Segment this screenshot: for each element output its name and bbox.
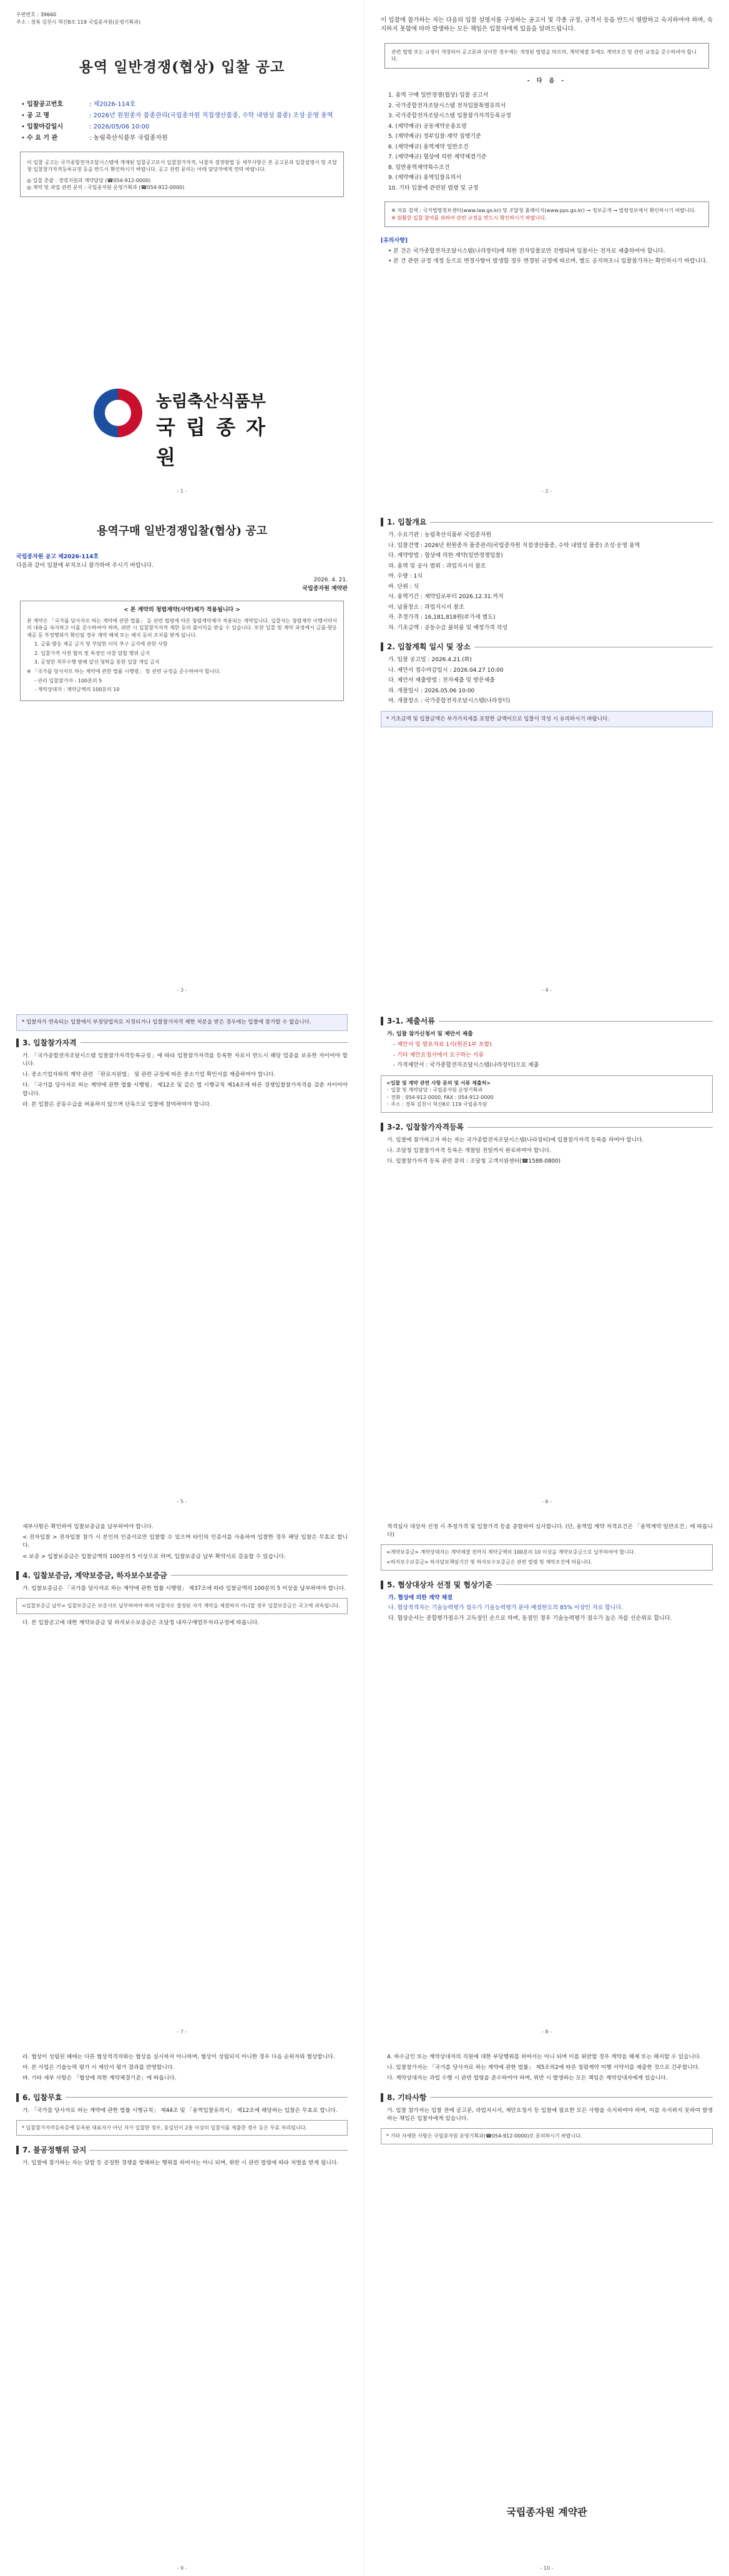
page-6	[364, 998, 729, 1509]
contact-2: ◎ 계약 및 과업 관련 문의 : 국립종자원 운영기획과 (☎054-912-0000)	[27, 185, 185, 191]
section-heading: 7. 불공정행위 금지	[16, 2144, 348, 2156]
overview-list	[381, 531, 713, 632]
list-item: 자. 추정가격 : 16,181,818원(부가세 별도)	[388, 614, 496, 621]
page-row-1	[0, 0, 729, 499]
list-item: 7. (계약예규) 협상에 의한 계약체결기준	[388, 154, 487, 161]
notice-title: 용역 일반경쟁(협상) 입찰 공고	[79, 59, 285, 76]
paragraph: 라. 협상이 성립된 때에는 다른 협상적격자와는 협상을 실시하지 아니하며, 협상이 성립되지 아니한 경우 다음 순위자와 협상합니다.	[22, 2054, 335, 2060]
notice-box: 이 입찰 공고는 국가종합전자조달시스템에 게재된 입찰공고로서 입찰참가자격, 낙찰자 결정방법 등 세부사항은 본 공고문과 입찰설명서 및 조달청 입찰참가자격등록규정 등을 반드시 확인하시기 바랍니다. 공고 관련 문의는 아래 담당자에게 연락 바랍니다. ◎ 입찰 총괄 : 경영지원과 계약담당 (☎054-912-0000) ◎ 계약 및 과업 관련 문의 : 국립종자원 운영기획과 (☎054-912-0000)	[20, 152, 344, 197]
page-1	[0, 0, 364, 499]
page-row-2	[0, 499, 729, 998]
intro-text: 이 입찰에 참가하는 자는 다음의 입찰 설명서를 구성하는 공고서 및 각종 규정, 규격서 등을 반드시 열람하고 숙지하여야 하며, 숙지하지 못함에 따라 발생하는 모든 책임은 입찰자에게 있음을 알려드립니다.	[381, 17, 713, 33]
page-row-4	[0, 1509, 729, 2040]
list-item: 가. 수요기관 : 농림축산식품부 국립종자원	[388, 532, 492, 538]
top-note: * 입찰자가 연속되는 입찰에서 부정당업자로 지정되거나 입찰참가자격 제한 처분을 받은 경우에는 입찰에 참가할 수 없습니다.	[16, 1014, 348, 1031]
list-item: 라. 개찰일시 : 2026.05.06 10:00	[388, 687, 475, 694]
item-notice-no: • 입찰공고번호 : 제2026-114호	[21, 100, 136, 108]
page-number: - 5 -	[177, 1499, 187, 1504]
list-item: 다. 계약방법 : 협상에 의한 계약(일반경쟁입찰)	[388, 553, 503, 559]
notice-no-line: 국립종자원 공고 제2026-114호	[16, 554, 99, 560]
page-number: - 3 -	[177, 987, 187, 993]
page-3	[0, 499, 364, 998]
list-item: 라. 용역 및 공사 범위 : 과업지시서 참조	[388, 563, 486, 569]
law-box: 관련 법령 또는 규정이 개정되어 공고문과 상이한 경우에는 개정된 법령을 따르며, 계약체결 후에도 계약조건 및 관련 규정을 준수하여야 합니다.	[384, 43, 709, 69]
paragraph: 나. 입찰참가자는 「국가를 당사자로 하는 계약에 관한 법률」 제5조의2에 따른 청렴계약 이행 서약서를 제출한 것으로 간주합니다.	[387, 2065, 700, 2071]
list-item: 8. 일반용역계약특수조건	[388, 164, 450, 171]
doc-item: - 제안서 및 발표자료 1식(원본1부 포함)	[393, 1042, 492, 1048]
schedule-list	[381, 656, 713, 706]
section-heading: 2. 입찰계획 일시 및 장소	[381, 641, 713, 652]
criteria-item: 가. 협상에 의한 계약 체결	[388, 1594, 453, 1601]
notice-item: • 본 건은 국가종합전자조달시스템(나라장터)에 의한 전자입찰로만 진행되며 입찰서는 전자로 제출하여야 합니다.	[388, 248, 665, 254]
closing-signer: 국립종자원 계약관	[506, 2506, 587, 2518]
notice-heading: [유의사항]	[381, 238, 408, 245]
paragraph: 라. 본 입찰은 공동수급을 허용하지 않으며 단독으로 입찰에 참여하여야 합니다.	[22, 1101, 212, 1108]
page-row-3	[0, 998, 729, 1509]
doc-item: - 기타 제안요청서에서 요구하는 서류	[393, 1052, 484, 1058]
list-item: 10. 기타 입찰에 관련된 법령 및 규정	[388, 185, 479, 191]
item-agency: • 수 요 기 관 : 농림축산식품부 국립종자원	[21, 134, 168, 142]
list-item: 2. 국가종합전자조달시스템 전자입찰특별유의서	[388, 102, 506, 109]
item-notice-name: • 공 고 명 : 2026년 원원종자 품종관리(국립종자원 직접생산품종, 수탁 내염성 품종) 조성·운영 용역	[21, 112, 333, 119]
guarantee-box: <계약보증금> 계약상대자는 계약체결 전까지 계약금액의 100분의 10 이상을 계약보증금으로 납부하여야 합니다. <하자보수보증금> 하자담보책임기간 및 하자보수보증금은 관련 법령 및 계약조건에 따릅니다.	[381, 1544, 713, 1570]
list-item: 바. 단위 : 식	[388, 583, 419, 590]
doc-address: 주소 : 경북 김천시 혁신8로 119 국립종자원(운영기획과)	[16, 19, 141, 25]
paragraph: 나. 조달청 입찰참가자격 등록은 개찰일 전일까지 완료하여야 합니다.	[387, 1148, 552, 1155]
criteria-item: 다. 협상순서는 종합평가점수가 고득점인 순으로 하며, 동점인 경우 기술능력평가 점수가 높은 자를 선순위로 합니다.	[388, 1615, 672, 1622]
list-item: 1. 용역 구매 일반경쟁(협상) 입찰 공고서	[388, 92, 489, 99]
list-item: 5. (계약예규) 정부입찰·계약 집행기준	[388, 133, 481, 140]
paragraph: 마. 본 사업은 기술능력 평가 시 제안서 평가 결과를 반영합니다.	[22, 2065, 175, 2071]
page-7	[0, 1509, 364, 2040]
list-item: 마. 개찰장소 : 국가종합전자조달시스템(나라장터)	[388, 698, 511, 704]
page-number: - 9 -	[177, 2565, 187, 2571]
ministry-name: 농림축산식품부	[156, 392, 266, 411]
doc-item: - 가격제안서 : 국가종합전자조달시스템(나라장터)으로 제출	[393, 1062, 539, 1069]
paragraph: 가. 입찰에 참가하고자 하는 자는 국가종합전자조달시스템(나라장터)에 입찰참가자격 등록을 하여야 합니다.	[387, 1137, 644, 1144]
notice-item: • 본 건 관련 규정 개정 등으로 변경사항이 발생할 경우 변경된 규정에 따르며, 별도 공지하오니 입찰참가자는 확인하시기 바랍니다.	[388, 258, 708, 265]
paragraph: 나. 중소기업자와의 계약 관련 「판로지원법」 및 관련 규정에 따른 중소기업 확인서를 제출하여야 합니다.	[22, 1072, 276, 1078]
section-heading: 3-2. 입찰참가자격등록	[381, 1121, 713, 1133]
paragraph: 가. 입찰보증금은 「국가를 당사자로 하는 계약에 관한 법률 시행령」 제37조에 따라 입찰금액의 100분의 5 이상을 납부하여야 합니다.	[22, 1585, 346, 1592]
section-heading: 3-1. 제출서류	[381, 1015, 713, 1027]
section-heading: 6. 입찰무효	[16, 2092, 348, 2103]
notice-desc-line: 다음과 같이 입찰에 부치오니 참가하여 주시기 바랍니다.	[16, 562, 154, 569]
section-heading: 1. 입찰개요	[381, 516, 713, 528]
page-number: - 6 -	[542, 1499, 552, 1504]
list-item: 4. (계약예규) 공동계약운용요령	[388, 123, 467, 130]
section-heading: 3. 입찰참가자격	[16, 1037, 348, 1048]
paragraph: 다. 입찰참가자격 등록 관련 문의 : 조달청 고객지원센터(☎1588-0800)	[387, 1158, 561, 1165]
paragraph: 세부사항은 확인하여 입찰보증금을 납부하여야 합니다.	[22, 1524, 154, 1530]
page-5	[0, 998, 364, 1509]
page-number: - 8 -	[542, 2029, 552, 2035]
page-number: - 4 -	[542, 987, 552, 993]
paragraph: 적격심사 대상자 선정 시 추정가격 및 입찰가격 등을 종합하여 심사합니다. (단, 용역업 계약 자격요건은 「용역계약 일반조건」에 따릅니다)	[387, 1524, 713, 1539]
void-box: * 입찰참가자격등록증에 등록된 대표자가 아닌 자가 입찰한 경우, 동일인이 2통 이상의 입찰서를 제출한 경우 등은 무효 처리됩니다.	[16, 2120, 348, 2136]
list-item: 6. (계약예규) 용역계약 일반조건	[388, 143, 469, 150]
paragraph: 가. 입찰에 참가하는 자는 담합 등 공정한 경쟁을 방해하는 행위를 하여서는 아니 되며, 위반 시 관련 법령에 따라 처벌을 받게 됩니다.	[22, 2160, 339, 2167]
page-2	[364, 0, 729, 499]
signer: 국립종자원 계약관	[302, 585, 348, 592]
section-heading: 5. 협상대상자 선정 및 협상기준	[381, 1579, 713, 1591]
notice-date: 2026. 4. 21.	[313, 577, 348, 583]
list-item: 다. 제안서 제출방법 : 전자제출 및 방문제출	[388, 677, 495, 684]
toc-list	[381, 92, 713, 193]
paragraph: 다. 계약상대자는 과업 수행 시 관련 법령을 준수하여야 하며, 위반 시 발생하는 모든 책임은 계약상대자에게 있습니다.	[387, 2075, 668, 2082]
list-item: 차. 기초금액 : 공동수급 불허용 및 예정가격 작성	[388, 624, 508, 631]
page-row-5	[0, 2040, 729, 2576]
paragraph: 가. 「국가를 당사자로 하는 계약에 관한 법률 시행규칙」 제44조 및 「용역입찰유의서」 제12조에 해당하는 입찰은 무효로 합니다.	[22, 2107, 338, 2114]
paragraph: < 보증 > 입찰보증금은 입찰금액의 100분의 5 이상으로 하며, 입찰보증금 납부 확약서로 갈음할 수 있습니다.	[22, 1553, 286, 1560]
list-item: 9. (계약예규) 용역입찰유의서	[388, 175, 461, 182]
item-deadline: • 입찰마감일시 : 2026/05/06 10:00	[21, 123, 150, 130]
deposit-box: <입찰보증금 납부> 입찰보증금은 보증서로 납부하여야 하며 낙찰자로 결정된 자가 계약을 체결하지 아니할 경우 입찰보증금은 국고에 귀속됩니다.	[16, 1598, 348, 1614]
criteria-item: 나. 협상적격자는 기술능력평가 점수가 기술능력평가 분야 배점한도의 85% 이상인 자로 합니다.	[388, 1605, 624, 1612]
schedule-note: * 기초금액 및 입찰금액은 부가가치세를 포함한 금액이므로 입찰서 작성 시 유의하시기 바랍니다.	[381, 711, 713, 728]
list-item: 아. 납품장소 : 과업지시서 참조	[388, 604, 464, 611]
docs-intro: 가. 입찰 참가신청서 및 제안서 제출	[387, 1031, 473, 1037]
list-item: 나. 입찰건명 : 2026년 원원종자 품종관리(국립종자원 직접생산품종, 수탁 내염성 품종) 조성·운영 용역	[388, 542, 640, 549]
paragraph: 바. 기타 세부 사항은 「협상에 의한 계약체결기준」에 따릅니다.	[22, 2075, 177, 2082]
list-item: 가. 입찰 공고일 : 2026.4.21.(화)	[388, 657, 472, 663]
page-number: - 10 -	[540, 2565, 554, 2571]
organization-logo	[94, 384, 281, 469]
section-heading: 4. 입찰보증금, 계약보증금, 하자보수보증금	[16, 1570, 348, 1581]
page-number: - 1 -	[177, 488, 187, 494]
contact-box: <입찰 및 계약 관련 사항 문의 및 서류 제출처> ◦ 입찰 및 계약담당 : 국립종자원 운영기획과 ◦ 전화 : 054-912-0000, FAX : 054-912-0000 ◦ 주소 : 경북 김천시 혁신8로 119 국립종자원	[381, 1075, 713, 1113]
page-number: - 2 -	[542, 488, 552, 494]
list-item: 나. 제안서 접수마감일시 : 2026.04.27 10:00	[388, 667, 504, 674]
contact-1: ◎ 입찰 총괄 : 경영지원과 계약담당 (☎054-912-0000)	[27, 177, 151, 183]
paragraph: 4. 하수급인 또는 계약상대자의 직원에 대한 부당행위를 하여서는 아니 되며 이를 위반할 경우 계약을 해제 또는 해지할 수 있습니다.	[387, 2054, 702, 2060]
paragraph: 다. 「국가를 당사자로 하는 계약에 관한 법률 시행령」 제12조 및 같은 법 시행규칙 제14조에 따른 경쟁입찰참가자격을 갖춘 자이어야 합니다.	[22, 1082, 348, 1097]
list-item: 마. 수량 : 1식	[388, 573, 423, 579]
integrity-box: < 본 계약의 청렴계약(사약)제가 적용됩니다 > 본 계약은 「국가를 당사자로 하는 계약에 관한 법률」 등 관련 법령에 따른 청렴계약제가 적용되는 계약입니다. 입찰자는 청렴계약 이행서약서의 내용을 숙지하고 이를 준수하여야 하며, 위반 시 입찰참가자격 제한 등의 불이익을 받을 수 있습니다. 또한 입찰 및 계약 과정에서 금품·향응 제공 등 부정행위가 확인될 경우 계약 해제 또는 해지 등의 조치를 받게 됩니다. 1. 금품·향응 제공 금지 및 부당한 이익 추구 금지에 관한 사항 2. 입찰가격 사전 협의 및 특정인 낙찰 담합 행위 금지 3. 공정한 직무수행 방해 알선·청탁을 통한 입찰 개입 금지 ※ 「국가를 당사자로 하는 계약에 관한 법률 시행령」 및 관련 규정을 준수하여야 합니다. - 관리 입찰참가자 : 100분의 5 - 계약상대자 : 계약금액의 100분의 10	[20, 601, 344, 701]
page-number: - 7 -	[177, 2029, 187, 2035]
page-title: 용역구매 일반경쟁입찰(협상) 공고	[97, 525, 267, 538]
page-10	[364, 2040, 729, 2576]
paragraph: 다. 본 입찰공고에 대한 계약보증금 및 하자보수보증금은 조달청 내자구매업무처리규정에 따릅니다.	[22, 1619, 260, 1626]
page-4	[364, 499, 729, 998]
institute-name: 국 립 종 자 원	[156, 415, 268, 469]
paragraph: 가. 「국가종합전자조달시스템 입찰참가자격등록규정」에 따라 입찰참가자격을 등록한 자로서 반드시 해당 업종을 보유한 자이어야 합니다.	[22, 1052, 348, 1067]
government-seal-icon	[94, 389, 142, 437]
reference-box: ※ 자료 검색 : 국가법령정보센터(www.law.go.kr) 및 조달청 홈페이지(www.pps.go.kr) → 정보공개 → 법령정보에서 확인하시기 바랍니다. ※ 원활한 입찰 참여를 위하여 관련 규정을 반드시 확인하시기 바랍니다.	[384, 201, 709, 227]
list-item: 사. 용역기간 : 계약일로부터 2026.12.31.까지	[388, 594, 504, 600]
doc-zip: 우편번호 : 39660	[16, 12, 57, 17]
page-8	[364, 1509, 729, 2040]
list-item: 3. 국가종합전자조달시스템 입찰참가자격등록규정	[388, 113, 511, 120]
paragraph: < 전자입찰 > 전자입찰 참가 시 본인의 인증서로만 입찰할 수 있으며 타인의 인증서를 사용하여 입찰한 경우 해당 입찰은 무효로 합니다.	[22, 1534, 348, 1549]
page-9	[0, 2040, 364, 2576]
paragraph: 가. 입찰 참가자는 입찰 전에 공고문, 과업지시서, 제안요청서 등 입찰에 필요한 모든 사항을 숙지하여야 하며, 이를 숙지하지 못하여 발생하는 책임은 입찰자에게 있습니다.	[387, 2107, 713, 2122]
section-heading: 8. 기타사항	[381, 2092, 713, 2103]
toc-title: - 다 음 -	[527, 77, 567, 84]
other-box: * 기타 자세한 사항은 국립종자원 운영기획과(☎054-912-0000)로 문의하시기 바랍니다.	[381, 2128, 713, 2144]
